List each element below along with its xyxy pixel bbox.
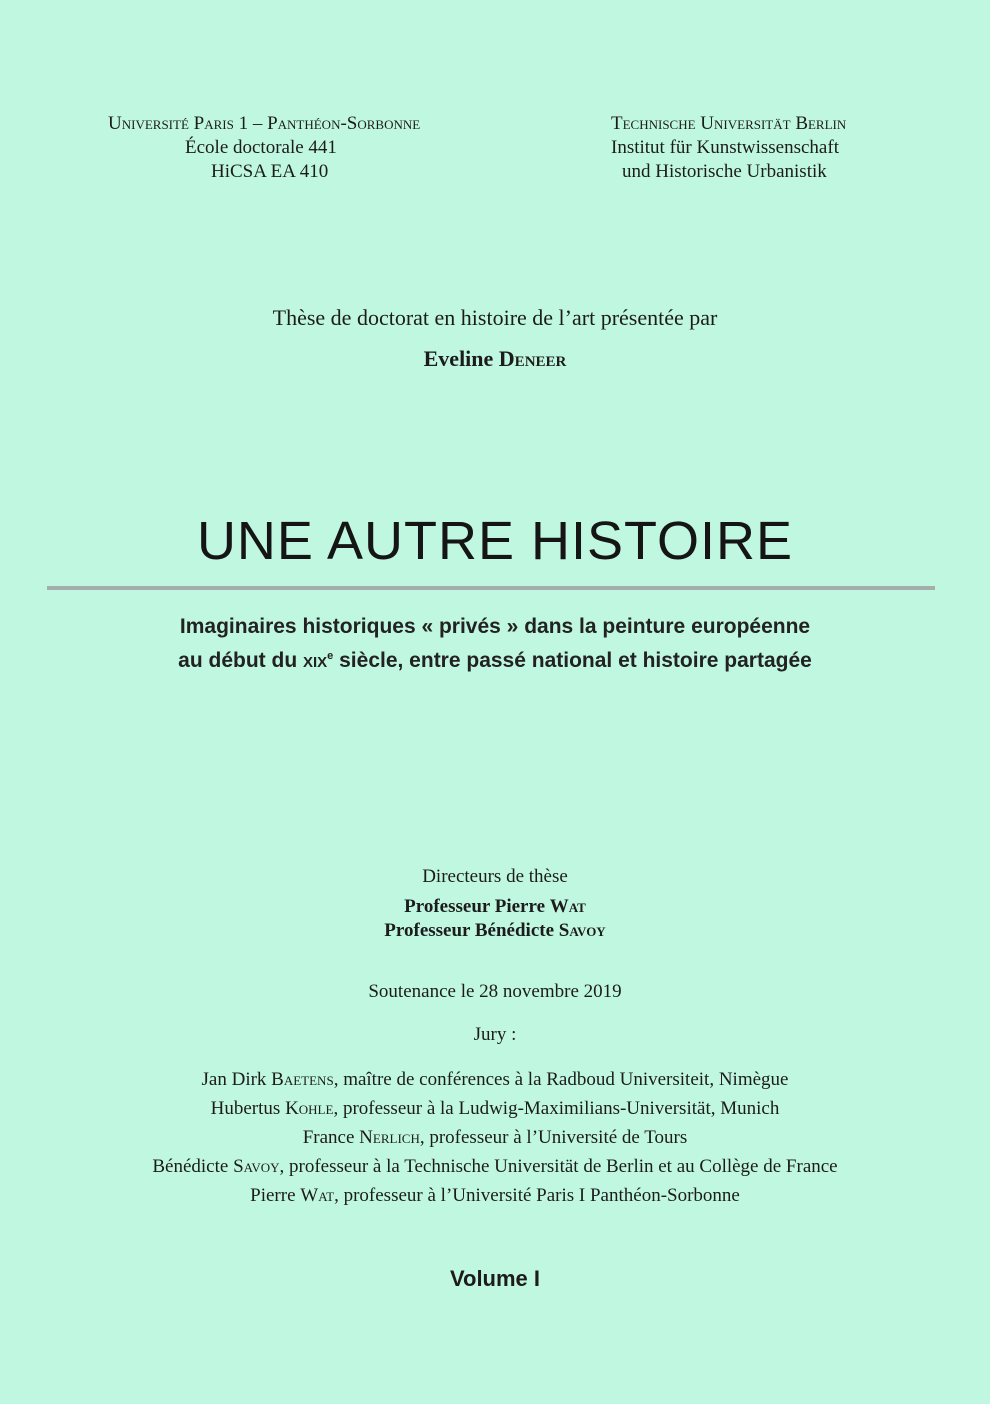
doctoral-school: École doctorale 441 (185, 137, 337, 158)
thesis-subtitle (0, 610, 990, 678)
university-berlin-name: Technische Universität Berlin (611, 113, 847, 134)
jury-member-surname: Savoy (233, 1156, 280, 1177)
thesis-title: UNE AUTRE HISTOIRE (196, 511, 794, 571)
institution-right (611, 112, 911, 184)
institute-name: Institut für Kunstwissenschaft (611, 137, 839, 158)
institute-name-cont: und Historische Urbanistik (622, 161, 827, 182)
subtitle-line-2-start: au début du (178, 649, 303, 672)
jury-member-first: France (302, 1127, 355, 1148)
author-last-name: Deneer (498, 346, 567, 371)
subtitle-line-1: Imaginaires historiques « privés » dans la peinture européenne (179, 615, 811, 638)
jury-member-role: , professeur à l’Université de Tours (419, 1127, 688, 1148)
jury-member (0, 1094, 990, 1123)
institution-left (108, 112, 458, 184)
director-1-surname: Wat (549, 896, 586, 917)
volume-label: Volume I (449, 1266, 541, 1291)
jury-member (0, 1123, 990, 1152)
jury-member-first: Bénédicte (152, 1156, 229, 1177)
director-2-surname: Savoy (558, 920, 606, 941)
jury-member-first: Hubertus (210, 1098, 281, 1119)
university-paris-name: Université Paris 1 – Panthéon-Sorbonne (108, 113, 421, 134)
jury-member-surname: Wat (300, 1185, 335, 1206)
jury-member (0, 1152, 990, 1181)
jury-member-role: , professeur à l’Université Paris I Panthéon-Sorbonne (334, 1185, 740, 1206)
defense-date: Soutenance le 28 novembre 2019 (368, 981, 622, 1002)
subtitle-line-2 (0, 644, 990, 678)
jury-member-surname: Kohle (285, 1098, 334, 1119)
director-2-prefix: Professeur Bénédicte (384, 920, 555, 941)
author-name (0, 345, 990, 373)
title-divider (47, 586, 935, 590)
jury-member-surname: Nerlich (359, 1127, 420, 1148)
jury-member (0, 1181, 990, 1210)
century-superscript: e (327, 650, 334, 662)
jury-label: Jury : (473, 1024, 517, 1045)
thesis-intro: Thèse de doctorat en histoire de l’art présentée par (272, 305, 718, 330)
century-numeral: xix (302, 649, 328, 672)
subtitle-line-2-end: siècle, entre passé national et histoire partagée (333, 649, 812, 672)
directors-label: Directeurs de thèse (422, 866, 568, 887)
jury-member-role: , professeur à la Technische Universität de Berlin et au Collège de France (279, 1156, 838, 1177)
research-unit: HiCSA EA 410 (211, 161, 329, 182)
jury-member (0, 1065, 990, 1094)
jury-member-first: Jan Dirk (201, 1069, 267, 1090)
author-first-name: Eveline (423, 346, 494, 371)
director-1-prefix: Professeur Pierre (404, 896, 545, 917)
jury-member-surname: Baetens (271, 1069, 334, 1090)
jury-list (0, 1065, 990, 1210)
jury-member-role: , professeur à la Ludwig-Maximilians-Universität, Munich (333, 1098, 780, 1119)
director-2 (0, 919, 990, 943)
jury-member-first: Pierre (250, 1185, 296, 1206)
jury-member-role: , maître de conférences à la Radboud Universiteit, Nimègue (333, 1069, 789, 1090)
director-1 (0, 895, 990, 919)
